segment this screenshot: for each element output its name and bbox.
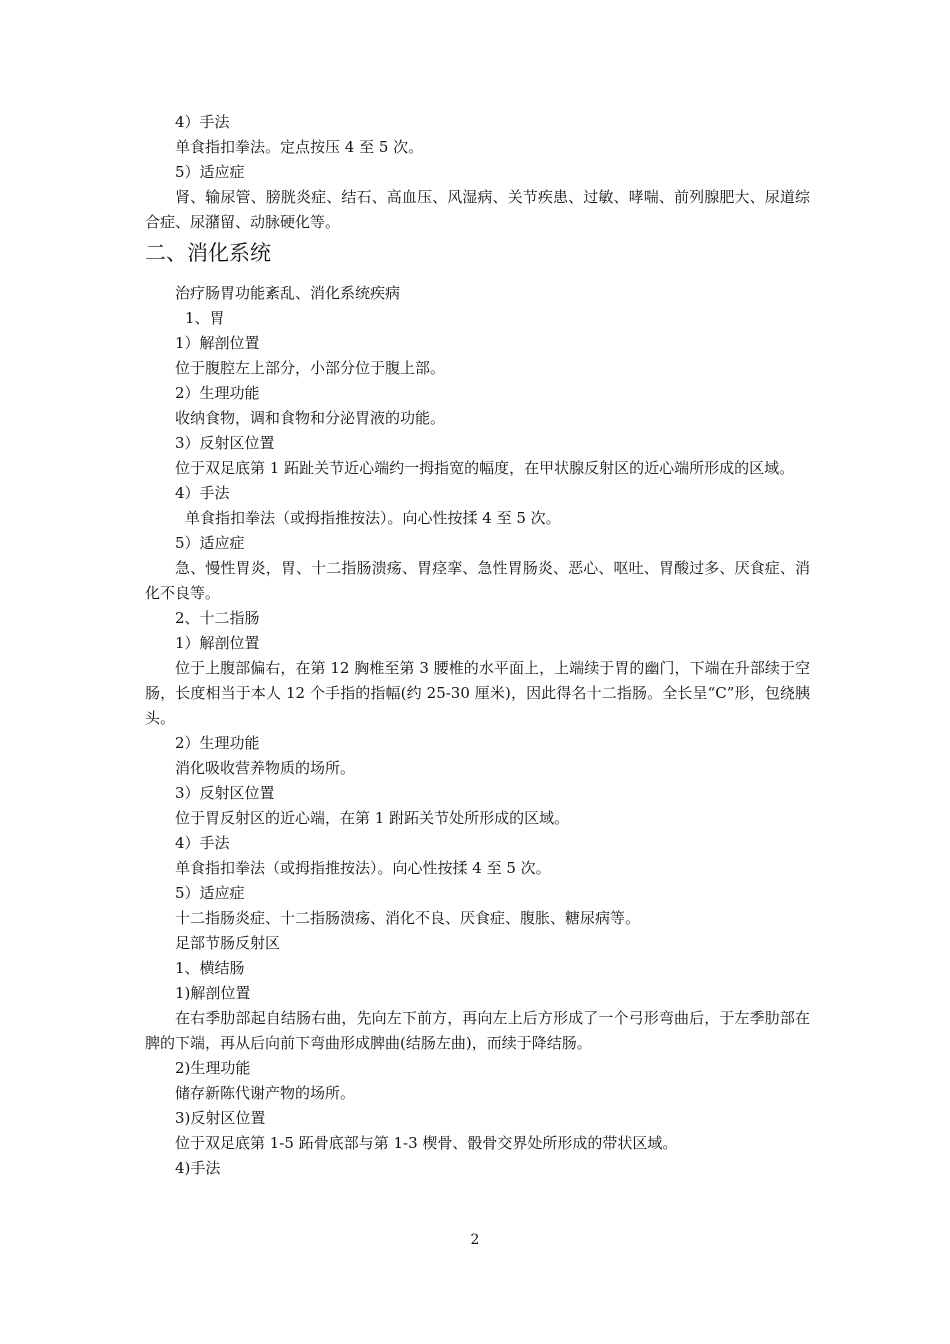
paragraph: 肾、输尿管、膀胱炎症、结石、高血压、风湿病、关节疾患、过敏、哮喘、前列腺肥大、尿道综合症、尿潴留、动脉硬化等。 — [145, 188, 810, 231]
paragraph: 单食指扣拳法。定点按压 4 至 5 次。 — [175, 138, 424, 156]
paragraph: 位于上腹部偏右，在第 12 胸椎至第 3 腰椎的水平面上，上端续于胃的幽门，下端在升部续于空肠，长度相当于本人 12 个手指的指幅(约 25-30 厘米)，因此得名十二指肠。全长呈“C”形，包绕胰头。 — [145, 659, 810, 727]
paragraph: 1、胃 — [185, 309, 225, 327]
paragraph: 位于双足底第 1 跖趾关节近心端约一拇指宽的幅度，在甲状腺反射区的近心端所形成的区域。 — [175, 459, 795, 477]
paragraph: 1）解剖位置 — [175, 334, 260, 352]
paragraph: 储存新陈代谢产物的场所。 — [175, 1084, 356, 1102]
paragraph: 在右季肋部起自结肠右曲，先向左下前方，再向左上后方形成了一个弓形弯曲后，于左季肋部在脾的下端，再从后向前下弯曲形成脾曲(结肠左曲)，而续于降结肠。 — [145, 1009, 810, 1052]
paragraph: 急、慢性胃炎，胃、十二指肠溃疡、胃痉挛、急性胃肠炎、恶心、呕吐、胃酸过多、厌食症、消化不良等。 — [145, 559, 810, 602]
paragraph: 4）手法 — [175, 484, 230, 502]
paragraph: 位于双足底第 1-5 跖骨底部与第 1-3 楔骨、骰骨交界处所形成的带状区域。 — [175, 1134, 678, 1152]
paragraph: 位于腹腔左上部分，小部分位于腹上部。 — [175, 359, 446, 377]
paragraph: 1、横结肠 — [175, 959, 245, 977]
document-body — [145, 110, 810, 1181]
paragraph: 足部节肠反射区 — [175, 934, 281, 952]
paragraph: 4）手法 — [175, 834, 230, 852]
paragraph: 3)反射区位置 — [175, 1109, 266, 1127]
section-heading: 二、消化系统 — [145, 241, 271, 265]
paragraph: 2）生理功能 — [175, 734, 260, 752]
paragraph: 2、十二指肠 — [175, 609, 260, 627]
paragraph: 2）生理功能 — [175, 384, 260, 402]
paragraph: 2)生理功能 — [175, 1059, 251, 1077]
paragraph: 收纳食物，调和食物和分泌胃液的功能。 — [175, 409, 446, 427]
paragraph: 单食指扣拳法（或拇指推按法）。向心性按揉 4 至 5 次。 — [175, 859, 551, 877]
paragraph: 5）适应症 — [175, 534, 245, 552]
paragraph: 5）适应症 — [175, 884, 245, 902]
paragraph: 单食指扣拳法（或拇指推按法）。向心性按揉 4 至 5 次。 — [185, 509, 561, 527]
paragraph: 治疗肠胃功能紊乱、消化系统疾病 — [175, 284, 401, 302]
paragraph: 5）适应症 — [175, 163, 245, 181]
paragraph: 1）解剖位置 — [175, 634, 260, 652]
paragraph: 4)手法 — [175, 1159, 221, 1177]
paragraph: 十二指肠炎症、十二指肠溃疡、消化不良、厌食症、腹胀、糖尿病等。 — [175, 909, 641, 927]
paragraph: 位于胃反射区的近心端，在第 1 跗跖关节处所形成的区域。 — [175, 809, 570, 827]
page-number: 2 — [470, 1232, 480, 1248]
paragraph: 3）反射区位置 — [175, 784, 275, 802]
paragraph: 消化吸收营养物质的场所。 — [175, 759, 356, 777]
paragraph: 3）反射区位置 — [175, 434, 275, 452]
paragraph: 1)解剖位置 — [175, 984, 251, 1002]
spacer — [145, 271, 810, 281]
paragraph: 4）手法 — [175, 113, 230, 131]
